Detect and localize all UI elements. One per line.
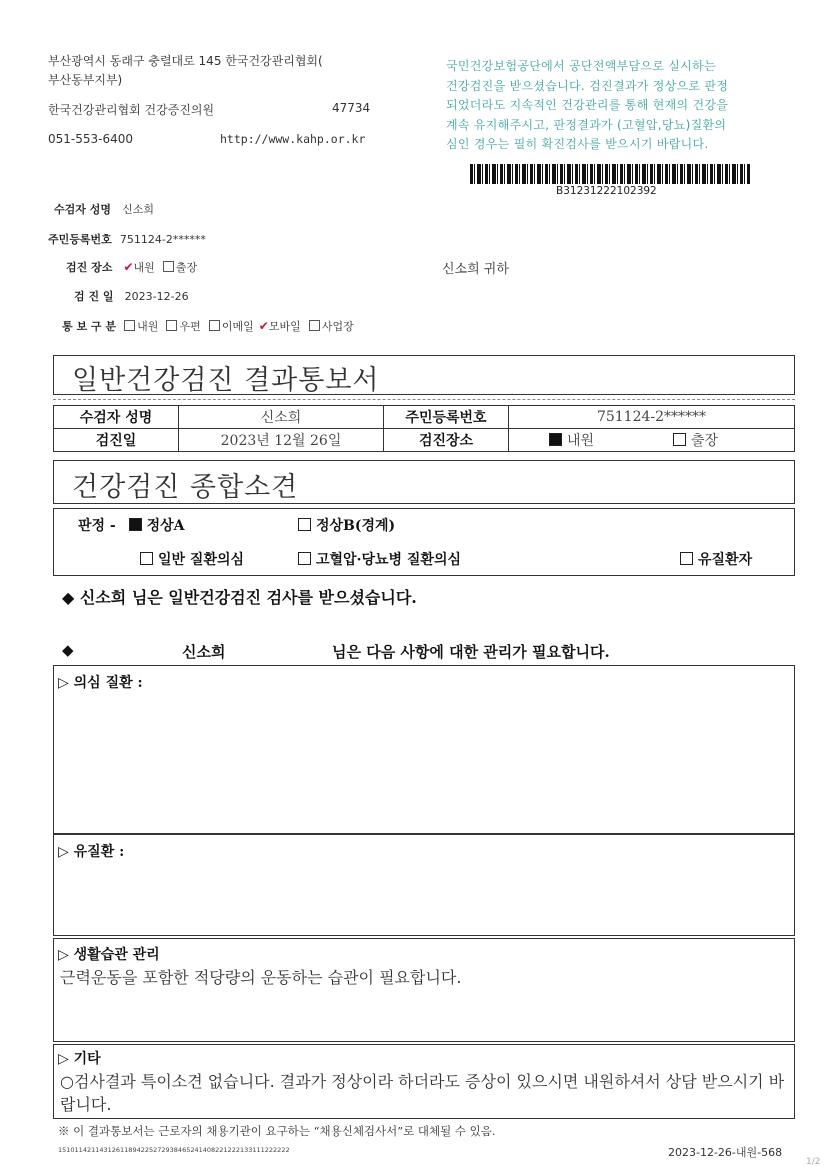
judgement-option-normal-b: [298, 515, 395, 535]
section-body: ○검사결과 특이소견 없습니다. 결과가 정상이라 하더라도 증상이 있으시면 내원하셔서 상담 받으시기 바랍니다.: [60, 1072, 785, 1114]
notice-line: 되었더라도 지속적인 건강관리를 통해 현재의 건강을: [446, 98, 729, 112]
notice-text: [446, 57, 806, 155]
recipient-name: 신소희: [122, 203, 154, 216]
judgement-prefix: 판정 -: [78, 518, 116, 534]
checkbox-icon: [309, 320, 320, 331]
info-name: 신소희: [179, 406, 384, 429]
check-v-icon: ✔: [123, 260, 134, 274]
judgement-option: 유질환자: [698, 552, 753, 568]
exam-place-row: [66, 256, 197, 275]
recipient-rrn-row: [48, 228, 206, 247]
judgement-box: [53, 508, 795, 576]
notice-line: 국민건강보험공단에서 공단전액부담으로 실시하는: [446, 59, 716, 73]
info-rrn-label: 주민등록번호: [384, 406, 509, 429]
barcode: [470, 164, 750, 184]
statement-text: 님은 다음 사항에 대한 관리가 필요합니다.: [332, 643, 610, 661]
result-title: 일반건강검진 결과통보서: [72, 365, 380, 396]
recipient-rrn: 751124-2******: [119, 233, 206, 246]
info-name-label: 수검자 성명: [54, 406, 179, 429]
section-lifestyle: [53, 938, 795, 1042]
postal-code: 47734: [332, 101, 371, 115]
info-date-label: 검진일: [54, 429, 179, 452]
info-table: [53, 405, 795, 452]
checkbox-icon: [298, 518, 311, 531]
section-other: [53, 1044, 795, 1119]
result-title-box: [53, 355, 795, 395]
statement-management: [62, 641, 802, 659]
barcode-number: B31231222102392: [556, 185, 657, 197]
info-place-visit: 내원: [567, 433, 595, 449]
judgement-option-patient: [680, 549, 752, 569]
checkbox-filled-icon: [129, 518, 142, 531]
checkbox-icon: [140, 552, 153, 565]
footer-id: 2023-12-26-내원-568: [668, 1146, 783, 1159]
judgement-option-general: [140, 549, 244, 569]
section-head: ▷ 유질환 :: [58, 844, 125, 860]
judgement-option: 정상A: [146, 518, 185, 534]
exam-date-label: 검 진 일: [74, 290, 114, 303]
recipient-name-row: [54, 198, 154, 217]
recipient-rrn-label: 주민등록번호: [48, 233, 112, 246]
table-row: [54, 429, 795, 452]
judgement-option-hypertension: [298, 549, 461, 569]
addressee: 신소희 귀하: [442, 262, 509, 277]
website-url[interactable]: http://www.kahp.or.kr: [220, 132, 366, 146]
page-number: 1/2: [806, 1157, 821, 1167]
exam-date-row: [74, 285, 189, 304]
info-place-label: 검진장소: [384, 429, 509, 452]
notify-option: 이메일: [221, 320, 254, 333]
checkbox-icon: [298, 552, 311, 565]
notify-option: 내원: [137, 320, 159, 333]
summary-title: 건강검진 종합소견: [72, 472, 299, 503]
section-head: ▷ 의심 질환 :: [58, 675, 143, 691]
exam-place-label: 검진 장소: [66, 261, 113, 274]
phone-number: 051-553-6400: [48, 132, 134, 146]
section-head: ▷ 생활습관 관리: [58, 947, 160, 963]
section-existing-disease: [53, 834, 795, 936]
info-place-outside: 출장: [690, 433, 719, 449]
checkbox-icon: [124, 320, 135, 331]
table-row: [54, 406, 795, 429]
summary-title-box: [53, 460, 795, 504]
checkbox-icon: [680, 552, 693, 565]
dashed-divider: [53, 399, 795, 400]
notify-label: 통 보 구 분: [62, 320, 116, 333]
clinic-name: 한국건강관리협회 건강증진의원: [48, 103, 215, 117]
statement-name: 신소희: [182, 643, 226, 661]
notify-row: [62, 315, 354, 334]
sender-address-line1: 부산광역시 동래구 충렬대로 145 한국건강관리협회(: [48, 54, 323, 68]
footnote: ※ 이 결과통보서는 근로자의 채용기관이 요구하는 “채용신체검사서”로 대체될 수 있음.: [58, 1124, 496, 1138]
footer-code: 15101142114312611894225272938465241408221222133111222222: [58, 1146, 290, 1154]
info-place-cell: [509, 429, 795, 452]
section-head: ▷ 기타: [58, 1051, 101, 1067]
judgement-option: 정상B(경계): [316, 518, 396, 534]
info-rrn: 751124-2******: [509, 406, 795, 429]
section-suspected-disease: [53, 665, 795, 834]
exam-date: 2023-12-26: [124, 290, 189, 303]
info-date: 2023년 12월 26일: [179, 429, 384, 452]
check-v-icon: ✔: [258, 319, 269, 333]
checkbox-icon: [673, 433, 686, 446]
checkbox-icon: [163, 261, 174, 272]
place-option-visit: 내원: [133, 261, 155, 274]
judgement-row1: [78, 515, 185, 535]
section-body: 근력운동을 포함한 적당량의 운동하는 습관이 필요합니다.: [60, 968, 462, 987]
checkbox-icon: [166, 320, 177, 331]
notice-line: 심인 경우는 필히 확진검사를 받으시기 바랍니다.: [446, 137, 709, 151]
checkbox-filled-icon: [549, 433, 562, 446]
judgement-option: 일반 질환의심: [158, 552, 245, 568]
statement-received: ◆ 신소희 님은 일반건강검진 검사를 받으셨습니다.: [62, 588, 417, 607]
place-option-outside: 출장: [175, 261, 198, 274]
notice-line: 계속 유지해주시고, 판정결과가 (고혈압,당뇨)질환의: [446, 117, 727, 132]
notify-option: 사업장: [321, 320, 354, 333]
sender-address-line2: 부산동부지부): [48, 73, 123, 87]
statement-bullet: ◆: [62, 641, 74, 659]
notify-option: 모바일: [268, 320, 301, 333]
checkbox-icon: [209, 320, 220, 331]
judgement-option: 고혈압·당뇨병 질환의심: [316, 552, 461, 568]
notice-line: 건강검진을 받으셨습니다. 검진결과가 정상으로 판정: [446, 78, 729, 93]
notify-option: 우편: [179, 320, 201, 333]
recipient-name-label: 수검자 성명: [54, 203, 111, 216]
